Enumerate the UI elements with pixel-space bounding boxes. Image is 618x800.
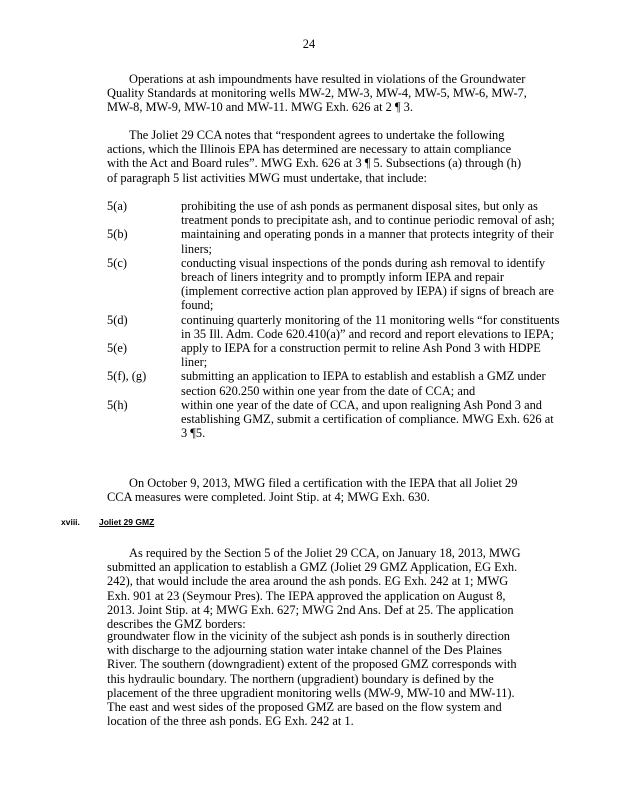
list-item xyxy=(107,398,567,441)
block-quote-gmz-borders: groundwater flow in the vicinity of the subject ash ponds is in southerly direction with discharge to the adjourning station water intake channel of the Des Plaines River. The southern (downgradient) extent of the proposed GMZ corresponds with this hydraulic boundary. The northern (upgradient) boundary is defined by the placement of the three upgradient monitoring wells (MW-9, MW-10 and MW-11). The east and west sides of the proposed GMZ are based on the flow system and location of the three ash ponds. EG Exh. 242 at 1. xyxy=(107,629,517,729)
list-item-number: 5(d) xyxy=(107,312,128,327)
list-item xyxy=(107,313,567,341)
list-item xyxy=(107,256,567,313)
list-item-text: continuing quarterly monitoring of the 11 monitoring wells “for constituents in 35 Ill. Adm. Code 620.410(a)” and record and report elevations to IEPA; xyxy=(181,312,560,341)
list-item xyxy=(107,227,567,255)
page-number: 24 xyxy=(302,37,316,51)
paragraph-gmz-application: As required by the Section 5 of the Joliet 29 CCA, on January 18, 2013, MWG submitted an application to establish a GMZ (Joliet 29 GMZ Application, EG Exh. 242), that would include the area around the ash ponds. EG Exh. 242 at 1; MWG Exh. 901 at 23 (Seymour Pres). The IEPA approved the application on August 8, 2013. Joint Stip. at 4; MWG Exh. 627; MWG 2nd Ans. Def at 25. The application describes the GMZ borders: xyxy=(107,546,521,632)
section-heading xyxy=(61,515,219,529)
list-item-text: within one year of the date of CCA, and upon realigning Ash Pond 3 and establishing GMZ, submit a certification of compliance. MWG Exh. 626 at 3 ¶5. xyxy=(181,397,554,441)
list-item-number: 5(f), (g) xyxy=(107,369,147,384)
list-item-text: prohibiting the use of ash ponds as permanent disposal sites, but only as treatment ponds to precipitate ash, and to continue periodic removal of ash; xyxy=(181,199,555,228)
list-item-number: 5(c) xyxy=(107,255,127,270)
list-item xyxy=(107,199,567,227)
list-item-number: 5(b) xyxy=(107,227,128,242)
paragraph-cca-actions: The Joliet 29 CCA notes that “respondent agrees to undertake the following actions, which the Illinois EPA has determined are necessary to attain compliance with the Act and Board rules”. MWG Exh. 626 at 3 ¶ 5. Subsections (a) through (h) of paragraph 5 list activities MWG must undertake, that include: xyxy=(107,128,522,185)
cca-action-list xyxy=(107,199,567,440)
list-item xyxy=(107,341,567,369)
section-heading-number: xviii. xyxy=(61,517,80,527)
paragraph-certification: On October 9, 2013, MWG filed a certification with the IEPA that all Joliet 29 CCA measures were completed. Joint Stip. at 4; MWG Exh. 630. xyxy=(107,476,518,505)
list-item-text: apply to IEPA for a construction permit to reline Ash Pond 3 with HDPE liner; xyxy=(181,341,541,370)
section-heading-title: Joliet 29 GMZ xyxy=(99,517,155,527)
list-item-number: 5(e) xyxy=(107,341,127,356)
list-item-text: conducting visual inspections of the ponds during ash removal to identify breach of liners integrity and to promptly inform IEPA and repair (implement corrective action plan approved by IEPA) if signs of breach are found; xyxy=(181,255,554,313)
list-item-number: 5(a) xyxy=(107,199,127,213)
list-item-number: 5(h) xyxy=(107,397,128,412)
list-item-text: maintaining and operating ponds in a manner that protects integrity of their liners; xyxy=(181,227,554,256)
list-item-text: submitting an application to IEPA to establish and establish a GMZ under section 620.250 within one year from the date of CCA; and xyxy=(181,369,546,398)
list-item xyxy=(107,369,567,397)
paragraph-violations: Operations at ash impoundments have resulted in violations of the Groundwater Quality Standards at monitoring wells MW-2, MW-3, MW-4, MW-5, MW-6, MW-7, MW-8, MW-9, MW-10 and MW-11. MWG Exh. 626 at 2 ¶ 3. xyxy=(107,72,527,115)
